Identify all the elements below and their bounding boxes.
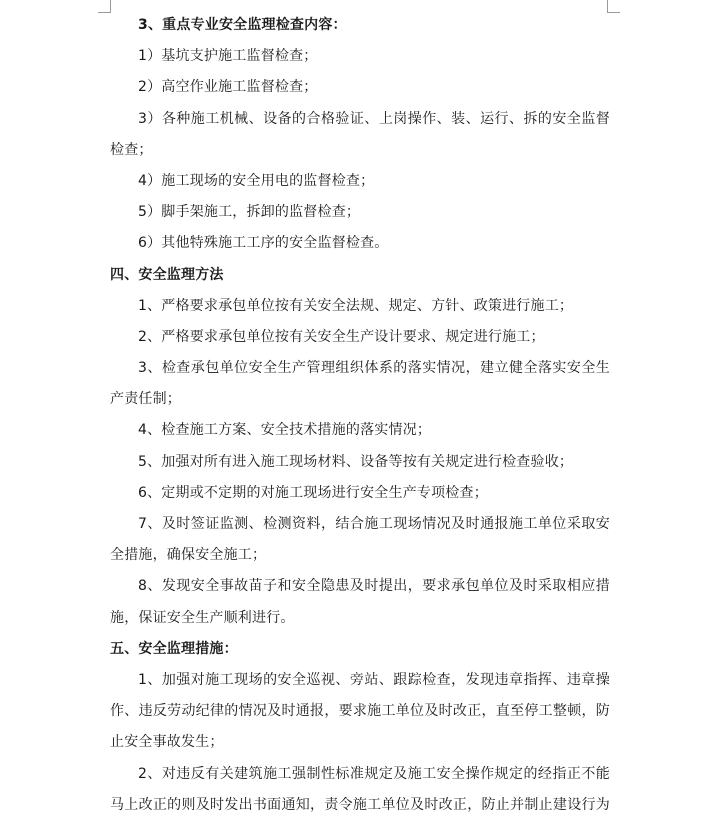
s4-item-6: 6、定期或不定期的对施工现场进行安全生产专项检查；	[138, 484, 488, 501]
s5-item-2-cont: 马上改正的则及时发出书面通知，责令施工单位及时改正，防止并制止建设行为	[110, 796, 610, 813]
s4-item-4: 4、检查施工方案、安全技术措施的落实情况；	[138, 422, 432, 439]
s4-item-5: 5、加强对所有进入施工现场材料、设备等按有关规定进行检查验收；	[138, 453, 574, 470]
s5-item-1-cont-1: 作、违反劳动纪律的情况及时通报，要求施工单位及时改正，直至停工整顿，防	[110, 703, 610, 720]
section-4-heading: 四、安全监理方法	[110, 266, 224, 283]
s5-item-2: 2、对违反有关建筑施工强制性标准规定及施工安全操作规定的经指正不能	[138, 765, 610, 782]
s5-item-1-cont-2: 止安全事故发生；	[110, 734, 224, 751]
s4-item-7: 7、及时签证监测、检测资料，结合施工现场情况及时通报施工单位采取安	[138, 516, 610, 532]
section-5-heading: 五、安全监理措施：	[110, 640, 238, 657]
s4-item-8: 8、发现安全事故苗子和安全隐患及时提出，要求承包单位及时采取相应措	[138, 578, 610, 595]
document-body	[110, 10, 610, 821]
section-3-heading: 3、重点专业安全监理检查内容：	[138, 17, 347, 33]
s4-item-1: 1、严格要求承包单位按有关安全法规、规定、方针、政策进行施工；	[138, 297, 574, 314]
s3-item-1: 1）基坑支护施工监督检查；	[138, 48, 318, 65]
s3-item-6: 6）其他特殊施工工序的安全监督检查。	[138, 235, 389, 252]
s3-item-5: 5）脚手架施工，拆卸的监督检查；	[138, 204, 361, 221]
s3-item-2: 2）高空作业施工监督检查；	[138, 79, 318, 96]
s4-item-7-cont: 全措施，确保安全施工；	[110, 547, 267, 564]
s4-item-3: 3、检查承包单位安全生产管理组织体系的落实情况，建立健全落实安全生	[138, 360, 610, 377]
s3-item-4: 4）施工现场的安全用电的监督检查；	[138, 172, 375, 189]
s3-item-3: 3）各种施工机械、设备的合格验证、上岗操作、装、运行、拆的安全监督	[138, 110, 610, 127]
s4-item-3-cont: 产责任制；	[110, 391, 181, 408]
s5-item-1: 1、加强对施工现场的安全巡视、旁站、跟踪检查，发现违章指挥、违章操	[138, 671, 610, 688]
s3-item-3-cont: 检查；	[110, 141, 153, 158]
s4-item-2: 2、严格要求承包单位按有关安全生产设计要求、规定进行施工；	[138, 328, 545, 345]
s4-item-8-cont: 施，保证安全生产顺利进行。	[110, 609, 295, 626]
